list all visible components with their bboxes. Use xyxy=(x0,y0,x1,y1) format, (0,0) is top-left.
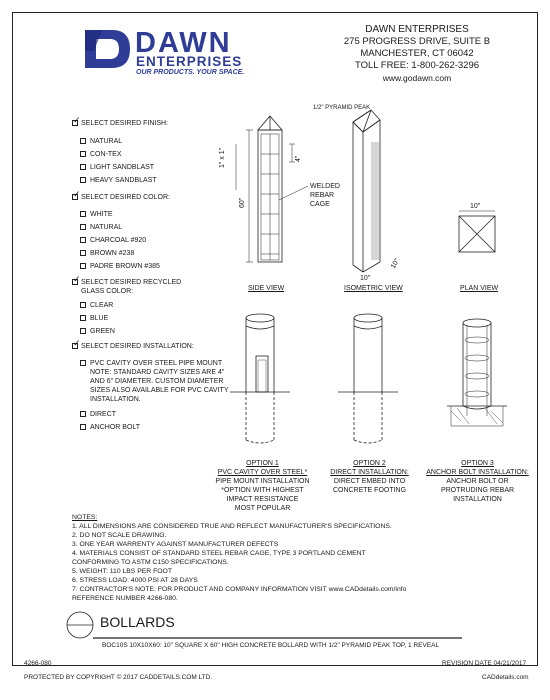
company-city: MANCHESTER, CT 06042 xyxy=(360,48,474,59)
company-address: 275 PROGRESS DRIVE, SUITE B xyxy=(343,36,491,47)
install-note-line-4: INSTALLATION. xyxy=(90,396,141,403)
color-padre-brown-label: PADRE BROWN #385 xyxy=(90,263,160,270)
option-1-title: OPTION 1 xyxy=(246,460,279,467)
isometric-view-drawing xyxy=(335,100,410,280)
finish-section-checkbox[interactable] xyxy=(72,120,78,126)
install-pvc-checkbox[interactable] xyxy=(80,360,86,366)
logo-word: DAWN xyxy=(135,27,232,59)
footer-copyright: PROTECTED BY COPYRIGHT © 2017 CADDETAILS.COM LTD. xyxy=(24,674,213,681)
option-2-drawing xyxy=(338,310,398,450)
option-2-desc-1: DIRECT EMBED INTO xyxy=(333,478,406,485)
finish-contex-checkbox[interactable] xyxy=(80,151,86,157)
option-3-desc-1: ANCHOR BOLT OR xyxy=(446,478,509,485)
finish-light-sandblast-checkbox[interactable] xyxy=(80,164,86,170)
note-line: 4. MATERIALS CONSIST OF STANDARD STEEL REBAR CAGE, TYPE 3 PORTLAND CEMENT xyxy=(72,550,366,557)
rebar-label-2: REBAR xyxy=(310,192,335,199)
install-anchor-checkbox[interactable] xyxy=(80,424,86,430)
glass-label-2: GLASS COLOR: xyxy=(81,288,134,295)
footer-site-link[interactable]: CADdetails.com xyxy=(482,674,529,681)
color-brown-checkbox[interactable] xyxy=(80,250,86,256)
rebar-label-3: CAGE xyxy=(310,201,330,208)
color-white-label: WHITE xyxy=(90,211,113,218)
finish-heavy-sandblast-label: HEAVY SANDBLAST xyxy=(90,177,157,184)
install-pvc-label: PVC CAVITY OVER STEEL PIPE MOUNT xyxy=(90,360,223,367)
glass-green-label: GREEN xyxy=(90,328,115,335)
note-line: 3. ONE YEAR WARRENTY AGAINST MANUFACTURER DEFECTS xyxy=(72,541,279,548)
revision-date: REVISION DATE 04/21/2017 xyxy=(442,660,527,667)
isometric-shading xyxy=(371,142,379,260)
glass-clear-checkbox[interactable] xyxy=(80,302,86,308)
color-label: SELECT DESIRED COLOR: xyxy=(81,194,170,201)
finish-light-sandblast-label: LIGHT SANDBLAST xyxy=(90,164,155,171)
company-logo xyxy=(82,27,282,82)
note-line: 2. DO NOT SCALE DRAWING. xyxy=(72,532,167,539)
install-anchor-label: ANCHOR BOLT xyxy=(90,424,141,431)
company-name: DAWN ENTERPRISES xyxy=(365,24,469,35)
install-direct-label: DIRECT xyxy=(90,411,117,418)
option-1-caption xyxy=(205,459,320,513)
color-brown-label: BROWN #238 xyxy=(90,250,135,257)
finish-natural-checkbox[interactable] xyxy=(80,138,86,144)
option-2-subtitle: DIRECT INSTALLATION: xyxy=(330,469,409,476)
option-2-caption xyxy=(312,459,427,495)
color-charcoal-checkbox[interactable] xyxy=(80,237,86,243)
color-section-checkbox[interactable] xyxy=(72,194,78,200)
notes-heading: NOTES: xyxy=(72,514,98,521)
note-line: 7. CONTRACTOR'S NOTE: FOR PRODUCT AND COMPANY INFORMATION VISIT www.CADdetails.com/info xyxy=(72,586,407,593)
option-2-title: OPTION 2 xyxy=(353,460,386,467)
option-1-desc-4: MOST POPULAR xyxy=(234,505,291,512)
dim-1x1: 1" x 1" xyxy=(219,147,226,168)
note-line: CONFORMING TO ASTM C150 SPECIFICATIONS. xyxy=(72,559,229,566)
dim-10-a: 10" xyxy=(360,275,371,282)
title-block-ref: 4266-080 xyxy=(24,660,52,667)
note-line: REFERENCE NUMBER 4266-080. xyxy=(72,595,178,602)
glass-section-checkbox[interactable] xyxy=(72,279,78,285)
install-note-line-3: SIZES ALSO AVAILABLE FOR PVC CAVITY xyxy=(90,387,229,394)
rebar-label-1: WELDED xyxy=(310,183,340,190)
install-direct-checkbox[interactable] xyxy=(80,411,86,417)
install-note-line-2: AND 6" DIAMETER. CUSTOM DIAMETER xyxy=(90,378,224,385)
finish-heavy-sandblast-checkbox[interactable] xyxy=(80,177,86,183)
install-label: SELECT DESIRED INSTALLATION: xyxy=(81,343,194,350)
plan-view-drawing xyxy=(455,208,500,253)
install-section-checkbox[interactable] xyxy=(72,343,78,349)
option-1-desc-3: IMPACT RESISTANCE xyxy=(226,496,299,503)
company-web: www.godawn.com xyxy=(382,73,452,83)
option-3-desc-3: INSTALLATION xyxy=(453,496,502,503)
side-view-label: SIDE VIEW xyxy=(248,285,285,292)
color-white-checkbox[interactable] xyxy=(80,211,86,217)
color-charcoal-label: CHARCOAL #920 xyxy=(90,237,147,244)
option-3-drawing xyxy=(447,316,507,431)
finish-natural-label: NATURAL xyxy=(90,138,123,145)
glass-label-1: SELECT DESIRED RECYCLED xyxy=(81,279,182,286)
glass-green-checkbox[interactable] xyxy=(80,328,86,334)
glass-blue-checkbox[interactable] xyxy=(80,315,86,321)
option-1-desc-2: *OPTION WITH HIGHEST xyxy=(221,487,304,494)
dim-10-b: 10" xyxy=(389,257,402,270)
company-header xyxy=(322,24,512,84)
plan-view-label: PLAN VIEW xyxy=(460,285,499,292)
color-natural-label: NATURAL xyxy=(90,224,123,231)
option-3-subtitle: ANCHOR BOLT INSTALLATION: xyxy=(426,469,529,476)
title-block-subtitle: BOC10S 10X10X60: 10" SQUARE X 60" HIGH CONCRETE BOLLARD WITH 1/2" PYRAMID PEAK TOP, 1 REVEAL xyxy=(102,642,440,649)
color-padre-brown-checkbox[interactable] xyxy=(80,263,86,269)
option-3-desc-2: PROTRUDING REBAR xyxy=(440,487,515,494)
glass-blue-label: BLUE xyxy=(90,315,109,322)
finish-label: SELECT DESIRED FINISH: xyxy=(81,120,169,127)
option-1-subtitle: PVC CAVITY OVER STEEL* xyxy=(217,469,308,476)
option-3-caption xyxy=(420,459,535,504)
finish-contex-label: CON-TEX xyxy=(90,151,122,158)
logo-word2: ENTERPRISES xyxy=(136,54,243,69)
dim-4: 4" xyxy=(295,155,302,162)
pyramid-peak-label: 1/2" PYRAMID PEAK xyxy=(313,105,371,111)
dim-plan: 10" xyxy=(470,203,481,210)
dim-60: 60" xyxy=(239,197,246,208)
isometric-view-label: ISOMETRIC VIEW xyxy=(344,285,403,292)
color-natural-checkbox[interactable] xyxy=(80,224,86,230)
logo-tagline: OUR PRODUCTS. YOUR SPACE. xyxy=(136,69,245,76)
note-line: 1. ALL DIMENSIONS ARE CONSIDERED TRUE AND REFLECT MANUFACTURER'S SPECIFICATIONS. xyxy=(72,523,392,530)
option-1-drawing xyxy=(230,310,290,450)
option-2-desc-2: CONCRETE FOOTING xyxy=(332,487,407,494)
option-3-title: OPTION 3 xyxy=(461,460,494,467)
title-block-title: BOLLARDS xyxy=(100,614,175,630)
glass-clear-label: CLEAR xyxy=(90,302,114,309)
install-note-line-1: NOTE: STANDARD CAVITY SIZES ARE 4" xyxy=(90,369,225,376)
note-line: 6. STRESS LOAD: 4000 PSI AT 28 DAYS xyxy=(72,577,198,584)
note-line: 5. WEIGHT: 110 LBS PER FOOT xyxy=(72,568,172,575)
option-1-desc-1: PIPE MOUNT INSTALLATION xyxy=(215,478,310,485)
company-phone: TOLL FREE: 1-800-262-3296 xyxy=(354,60,480,71)
